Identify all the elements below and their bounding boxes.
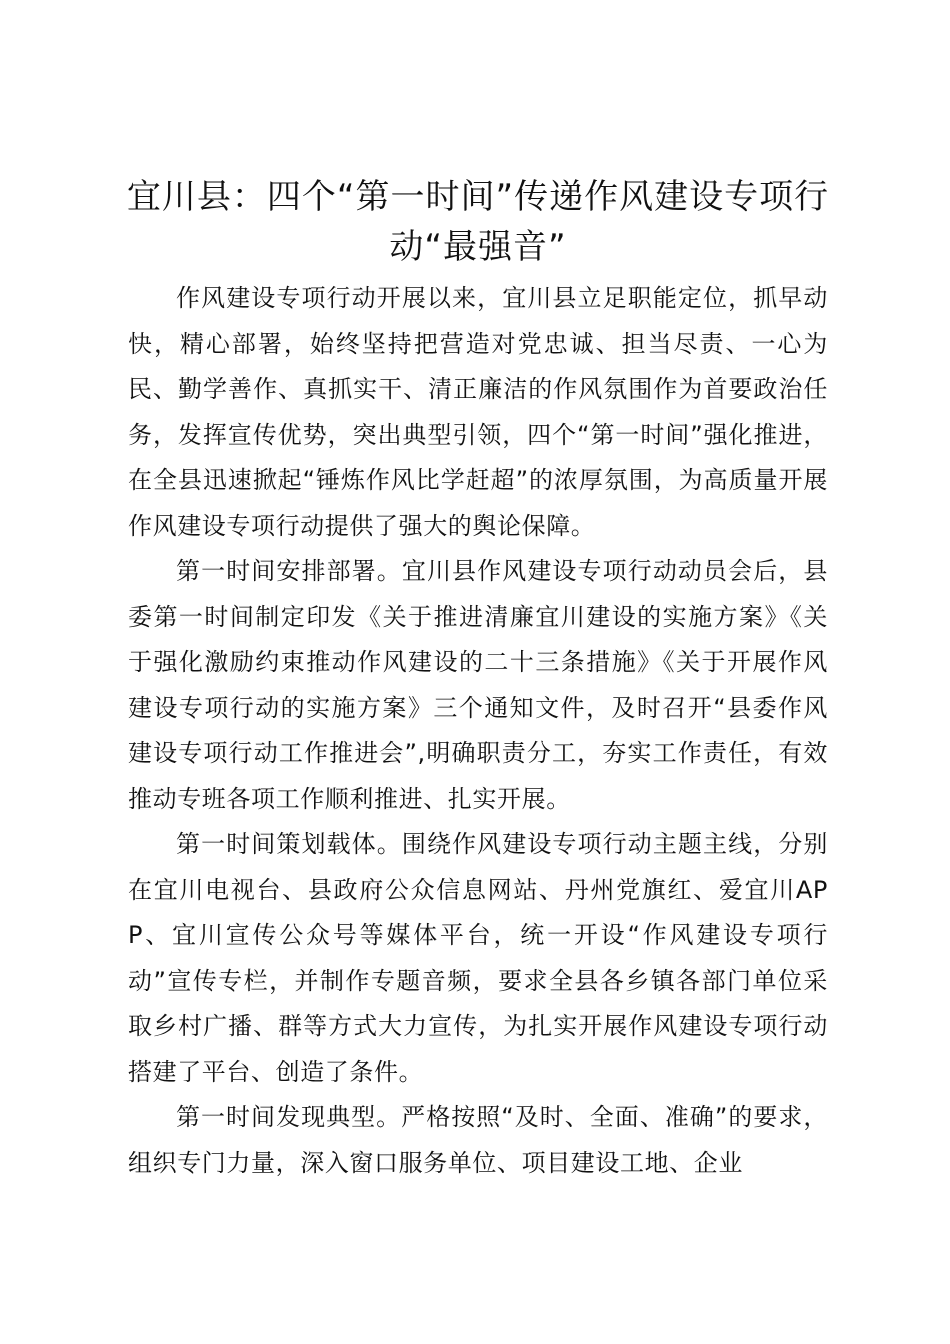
document-body <box>128 276 828 1186</box>
document-title: 宜川县：四个“第一时间”传递作风建设专项行动“最强音” <box>126 177 830 267</box>
paragraph-typical-cases: 第一时间发现典型。严格按照“及时、全面、准确”的要求，组织专门力量，深入窗口服务单位、项目建设工地、企业 <box>128 1103 828 1177</box>
paragraph-platforms: 第一时间策划载体。围绕作风建设专项行动主题主线，分别在宜川电视台、县政府公众信息网站、丹州党旗红、爱宜川APP、宜川宣传公众号等媒体平台，统一开设“作风建设专项行动”宣传专栏，并制作专题音频，要求全县各乡镇各部门单位采取乡村广播、群等方式大力宣传，为扎实开展作风建设专项行动搭建了平台、创造了条件。 <box>128 830 828 1086</box>
paragraph-deployment: 第一时间安排部署。宜川县作风建设专项行动动员会后，县委第一时间制定印发《关于推进清廉宜川建设的实施方案》《关于强化激励约束推动作风建设的二十三条措施》《关于开展作风建设专项行动的实施方案》三个通知文件，及时召开“县委作风建设专项行动工作推进会”,明确职责分工，夯实工作责任，有效推动专班各项工作顺利推进、扎实开展。 <box>128 557 828 813</box>
paragraph-intro: 作风建设专项行动开展以来，宜川县立足职能定位，抓早动快，精心部署，始终坚持把营造对党忠诚、担当尽责、一心为民、勤学善作、真抓实干、清正廉洁的作风氛围作为首要政治任务，发挥宣传优势，突出典型引领，四个“第一时间”强化推进，在全县迅速掀起“锤炼作风比学赶超”的浓厚氛围，为高质量开展作风建设专项行动提供了强大的舆论保障。 <box>128 284 828 540</box>
